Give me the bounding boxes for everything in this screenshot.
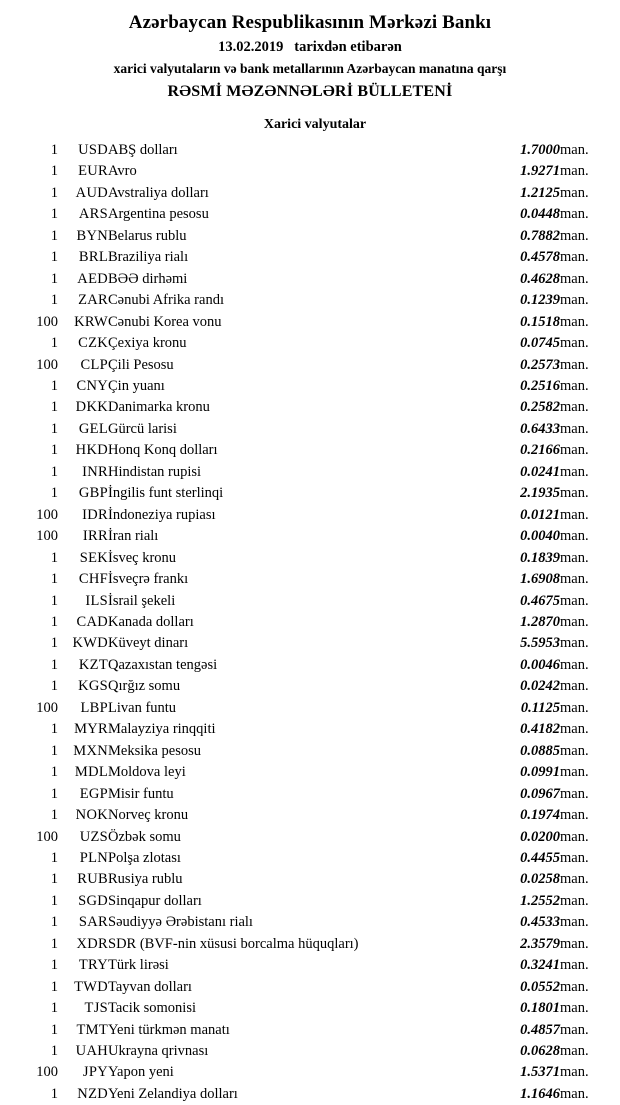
row-currency-name: Moldova leyi: [108, 764, 186, 781]
row-currency-code: AED: [77, 270, 108, 287]
table-row: [16, 934, 604, 955]
row-currency-code: HKD: [75, 442, 108, 459]
row-rate: 0.1839: [520, 549, 560, 566]
row-quantity: 1: [50, 742, 58, 759]
row-quantity: 1: [50, 1021, 58, 1038]
row-currency-code: TJS: [84, 1000, 108, 1017]
table-row: [16, 1062, 604, 1083]
row-currency-code: ILS: [85, 592, 108, 609]
table-row: [16, 741, 604, 762]
row-unit: man.: [560, 957, 589, 974]
row-unit: man.: [560, 1021, 589, 1038]
row-unit: man.: [560, 1064, 589, 1081]
row-unit: man.: [560, 592, 589, 609]
row-rate: 0.4675: [520, 592, 560, 609]
row-unit: man.: [560, 1000, 589, 1017]
table-row: [16, 505, 604, 526]
row-rate: 0.7882: [520, 227, 560, 244]
row-rate: 0.4182: [520, 721, 560, 738]
row-currency-name: Livan funtu: [108, 699, 177, 716]
row-unit: man.: [560, 678, 589, 695]
table-row: [16, 1084, 604, 1105]
row-currency-name: Hindistan rupisi: [108, 463, 202, 480]
row-quantity: 1: [50, 721, 58, 738]
effective-date: 13.02.2019: [218, 39, 284, 55]
row-currency-name: Türk lirəsi: [108, 957, 169, 974]
row-currency-name: Tayvan dolları: [108, 978, 192, 995]
row-quantity: 1: [50, 184, 58, 201]
row-quantity: 1: [50, 849, 58, 866]
row-currency-name: Özbək somu: [108, 828, 181, 845]
row-unit: man.: [560, 1043, 589, 1060]
row-currency-code: CZK: [78, 335, 108, 352]
row-currency-code: AUD: [75, 184, 108, 201]
row-currency-code: SEK: [79, 549, 108, 566]
row-quantity: 1: [50, 270, 58, 287]
row-rate: 0.0628: [520, 1043, 560, 1060]
row-currency-name: Çin yuanı: [108, 377, 165, 394]
row-unit: man.: [560, 1085, 589, 1102]
page-title: Azərbaycan Respublikasının Mərkəzi Bankı: [128, 12, 492, 33]
row-quantity: 1: [50, 442, 58, 459]
table-row: [16, 462, 604, 483]
row-rate: 1.2552: [520, 892, 560, 909]
row-unit: man.: [560, 785, 589, 802]
row-unit: man.: [560, 892, 589, 909]
table-row: [16, 612, 604, 633]
row-quantity: 100: [36, 506, 58, 523]
row-unit: man.: [560, 571, 589, 588]
row-currency-name: Çili Pesosu: [108, 356, 174, 373]
table-row: [16, 676, 604, 697]
row-quantity: 1: [50, 892, 58, 909]
table-row: [16, 827, 604, 848]
table-row: [16, 848, 604, 869]
row-currency-name: Küveyt dinarı: [108, 635, 189, 652]
row-quantity: 1: [50, 914, 58, 931]
row-currency-name: Meksika pesosu: [108, 742, 202, 759]
row-currency-name: BƏƏ dirhəmi: [108, 270, 188, 287]
row-currency-code: CAD: [76, 613, 108, 630]
row-currency-code: KGS: [78, 678, 108, 695]
row-currency-code: XDR: [76, 935, 108, 952]
row-rate: 0.2582: [520, 399, 560, 416]
table-row: [16, 269, 604, 290]
row-rate: 0.2573: [520, 356, 560, 373]
row-currency-code: TMT: [76, 1021, 108, 1038]
row-currency-name: Avstraliya dolları: [108, 184, 209, 201]
table-row: [16, 161, 604, 182]
row-quantity: 1: [50, 871, 58, 888]
table-row: [16, 784, 604, 805]
row-quantity: 100: [36, 828, 58, 845]
row-quantity: 1: [50, 485, 58, 502]
table-row: [16, 1020, 604, 1041]
row-quantity: 1: [50, 785, 58, 802]
row-quantity: 1: [50, 656, 58, 673]
row-currency-name: Polşa zlotası: [108, 849, 181, 866]
table-row: [16, 290, 604, 311]
section-title-foreign-currencies: Xarici valyutalar: [263, 117, 367, 132]
table-row: [16, 655, 604, 676]
row-rate: 0.1518: [520, 313, 560, 330]
row-rate: 0.1801: [520, 1000, 560, 1017]
table-row: [16, 591, 604, 612]
row-quantity: 1: [50, 292, 58, 309]
table-row: [16, 376, 604, 397]
effective-date-line: [16, 39, 604, 56]
row-unit: man.: [560, 206, 589, 223]
row-currency-code: RUB: [77, 871, 108, 888]
row-currency-name: Cənubi Afrika randı: [108, 292, 224, 309]
row-currency-code: INR: [82, 463, 108, 480]
row-currency-code: TWD: [74, 978, 108, 995]
table-row: [16, 333, 604, 354]
table-row: [16, 998, 604, 1019]
row-unit: man.: [560, 485, 589, 502]
row-unit: man.: [560, 699, 589, 716]
row-quantity: 100: [36, 1064, 58, 1081]
row-unit: man.: [560, 721, 589, 738]
row-currency-code: UAH: [75, 1043, 108, 1060]
row-unit: man.: [560, 635, 589, 652]
row-rate: 0.0242: [520, 678, 560, 695]
row-rate: 1.2870: [520, 613, 560, 630]
row-currency-code: ARS: [78, 206, 108, 223]
row-rate: 0.4857: [520, 1021, 560, 1038]
row-currency-code: TRY: [78, 957, 108, 974]
row-currency-name: Norveç kronu: [108, 807, 189, 824]
row-unit: man.: [560, 184, 589, 201]
row-currency-name: Danimarka kronu: [108, 399, 210, 416]
row-quantity: 1: [50, 678, 58, 695]
row-rate: 2.1935: [520, 485, 560, 502]
row-unit: man.: [560, 828, 589, 845]
row-currency-code: BRL: [78, 249, 108, 266]
row-unit: man.: [560, 227, 589, 244]
row-currency-name: İsveç kronu: [108, 549, 177, 566]
row-currency-name: İran rialı: [108, 528, 159, 545]
table-row: [16, 312, 604, 333]
row-quantity: 100: [36, 356, 58, 373]
row-currency-code: ZAR: [78, 292, 108, 309]
table-row: [16, 355, 604, 376]
row-currency-code: CNY: [76, 377, 108, 394]
row-currency-name: ABŞ dolları: [108, 142, 178, 158]
row-currency-name: İndoneziya rupiası: [108, 506, 216, 523]
row-currency-code: SGD: [78, 892, 108, 909]
row-rate: 0.0046: [520, 656, 560, 673]
table-row: [16, 247, 604, 268]
row-quantity: 1: [50, 807, 58, 824]
exchange-rates-table: [16, 140, 604, 1105]
row-rate: 0.0200: [520, 828, 560, 845]
table-row: [16, 183, 604, 204]
row-quantity: 1: [50, 335, 58, 352]
row-quantity: 1: [50, 1085, 58, 1102]
effective-date-suffix: tarixdən etibarən: [294, 39, 402, 55]
row-unit: man.: [560, 506, 589, 523]
table-row: [16, 891, 604, 912]
row-currency-code: UZS: [79, 828, 108, 845]
row-rate: 0.0885: [520, 742, 560, 759]
row-quantity: 1: [50, 163, 58, 180]
row-currency-name: Yeni türkmən manatı: [108, 1021, 230, 1038]
table-row: [16, 698, 604, 719]
row-currency-code: MYR: [74, 721, 108, 738]
row-rate: 0.1974: [520, 807, 560, 824]
row-rate: 0.0241: [520, 463, 560, 480]
row-currency-name: İngilis funt sterlinqi: [108, 485, 224, 502]
row-currency-code: DKK: [75, 399, 108, 416]
row-rate: 0.0967: [520, 785, 560, 802]
row-currency-code: MDL: [74, 764, 108, 781]
row-currency-code: IRR: [82, 528, 108, 545]
row-unit: man.: [560, 270, 589, 287]
row-unit: man.: [560, 978, 589, 995]
row-currency-name: Tacik somonisi: [108, 1000, 196, 1017]
table-row: [16, 569, 604, 590]
row-quantity: 1: [50, 249, 58, 266]
row-quantity: 1: [50, 142, 58, 158]
row-rate: 0.0991: [520, 764, 560, 781]
row-rate: 1.5371: [520, 1064, 560, 1081]
row-currency-code: SAR: [78, 914, 108, 931]
row-rate: 0.2166: [520, 442, 560, 459]
row-currency-code: NZD: [77, 1085, 108, 1102]
row-unit: man.: [560, 163, 589, 180]
table-row: [16, 140, 604, 161]
row-currency-code: JPY: [82, 1064, 108, 1081]
row-unit: man.: [560, 764, 589, 781]
row-rate: 0.4533: [520, 914, 560, 931]
document-subtitle: xarici valyutaların və bank metallarının Azərbaycan manatına qarşı: [113, 61, 507, 76]
row-currency-name: SDR (BVF-nin xüsusi borcalma hüquqları): [108, 935, 359, 952]
table-row: [16, 226, 604, 247]
table-row: [16, 440, 604, 461]
document-header: [16, 12, 604, 101]
row-unit: man.: [560, 549, 589, 566]
row-unit: man.: [560, 399, 589, 416]
row-currency-name: Kanada dolları: [108, 613, 194, 630]
row-quantity: 1: [50, 571, 58, 588]
row-currency-name: Yapon yeni: [108, 1064, 174, 1081]
row-unit: man.: [560, 142, 589, 158]
row-quantity: 1: [50, 420, 58, 437]
row-currency-code: KRW: [74, 313, 108, 330]
table-row: [16, 204, 604, 225]
row-unit: man.: [560, 656, 589, 673]
row-currency-name: Səudiyyə Ərəbistanı rialı: [108, 914, 253, 931]
row-rate: 1.2125: [520, 184, 560, 201]
row-quantity: 1: [50, 764, 58, 781]
row-rate: 5.5953: [520, 635, 560, 652]
row-unit: man.: [560, 249, 589, 266]
row-quantity: 1: [50, 377, 58, 394]
row-currency-code: KWD: [72, 635, 108, 652]
row-rate: 0.4628: [520, 270, 560, 287]
table-row: [16, 977, 604, 998]
row-rate: 0.6433: [520, 420, 560, 437]
row-quantity: 1: [50, 399, 58, 416]
row-rate: 1.9271: [520, 163, 560, 180]
row-currency-name: Argentina pesosu: [108, 206, 209, 223]
exchange-rates-body: [16, 140, 604, 1105]
row-rate: 0.0040: [520, 528, 560, 545]
row-currency-name: Qırğız somu: [108, 678, 181, 695]
row-currency-name: Misir funtu: [108, 785, 174, 802]
row-quantity: 1: [50, 957, 58, 974]
row-quantity: 100: [36, 313, 58, 330]
row-rate: 1.7000: [520, 142, 560, 158]
table-row: [16, 955, 604, 976]
row-currency-name: Belarus rublu: [108, 227, 187, 244]
row-currency-code: KZT: [78, 656, 108, 673]
row-rate: 0.4455: [520, 849, 560, 866]
document-bulletin-title: RƏSMİ MƏZƏNNƏLƏRİ BÜLLETENİ: [167, 83, 453, 100]
row-currency-name: Avro: [108, 163, 137, 180]
row-unit: man.: [560, 420, 589, 437]
row-currency-code: EGP: [79, 785, 108, 802]
row-currency-code: GBP: [78, 485, 108, 502]
row-quantity: 1: [50, 935, 58, 952]
row-unit: man.: [560, 442, 589, 459]
row-quantity: 1: [50, 463, 58, 480]
row-rate: 0.2516: [520, 377, 560, 394]
row-quantity: 1: [50, 1000, 58, 1017]
row-currency-code: MXN: [73, 742, 108, 759]
table-row: [16, 719, 604, 740]
row-quantity: 1: [50, 592, 58, 609]
table-row: [16, 805, 604, 826]
row-currency-code: PLN: [79, 849, 108, 866]
table-row: [16, 397, 604, 418]
row-rate: 1.6908: [520, 571, 560, 588]
row-currency-code: USD: [78, 142, 108, 158]
row-unit: man.: [560, 849, 589, 866]
table-row: [16, 419, 604, 440]
row-unit: man.: [560, 807, 589, 824]
table-row: [16, 526, 604, 547]
row-quantity: 1: [50, 978, 58, 995]
table-row: [16, 1041, 604, 1062]
row-currency-name: Qazaxıstan tengəsi: [108, 656, 218, 673]
row-currency-code: CHF: [78, 571, 108, 588]
row-currency-code: LBP: [80, 699, 108, 716]
row-currency-name: Çexiya kronu: [108, 335, 187, 352]
row-currency-code: CLP: [80, 356, 108, 373]
row-quantity: 1: [50, 635, 58, 652]
row-rate: 1.1646: [520, 1085, 560, 1102]
row-unit: man.: [560, 742, 589, 759]
row-currency-name: Rusiya rublu: [108, 871, 183, 888]
row-rate: 0.0121: [520, 506, 560, 523]
table-row: [16, 762, 604, 783]
row-rate: 0.4578: [520, 249, 560, 266]
row-rate: 0.0448: [520, 206, 560, 223]
table-row: [16, 483, 604, 504]
row-currency-name: Braziliya rialı: [108, 249, 189, 266]
row-currency-code: EUR: [78, 163, 108, 180]
row-unit: man.: [560, 528, 589, 545]
row-quantity: 1: [50, 206, 58, 223]
row-currency-name: Sinqapur dolları: [108, 892, 202, 909]
row-unit: man.: [560, 292, 589, 309]
table-row: [16, 548, 604, 569]
row-currency-name: Honq Konq dolları: [108, 442, 218, 459]
row-unit: man.: [560, 377, 589, 394]
row-rate: 0.1239: [520, 292, 560, 309]
row-rate: 0.1125: [520, 699, 560, 716]
row-unit: man.: [560, 313, 589, 330]
row-unit: man.: [560, 356, 589, 373]
row-unit: man.: [560, 463, 589, 480]
row-quantity: 1: [50, 1043, 58, 1060]
row-quantity: 1: [50, 227, 58, 244]
row-currency-name: Ukrayna qrivnası: [108, 1043, 209, 1060]
row-rate: 0.0258: [520, 871, 560, 888]
table-row: [16, 912, 604, 933]
row-currency-name: İsveçrə frankı: [108, 571, 189, 588]
table-row: [16, 633, 604, 654]
row-rate: 0.3241: [520, 957, 560, 974]
row-rate: 0.0552: [520, 978, 560, 995]
row-currency-name: Malayziya rinqqiti: [108, 721, 216, 738]
row-quantity: 100: [36, 528, 58, 545]
row-currency-name: Yeni Zelandiya dolları: [108, 1085, 238, 1102]
row-currency-code: NOK: [75, 807, 108, 824]
row-rate: 0.0745: [520, 335, 560, 352]
row-rate: 2.3579: [520, 935, 560, 952]
row-currency-name: Gürcü larisi: [108, 420, 177, 437]
row-unit: man.: [560, 613, 589, 630]
row-unit: man.: [560, 871, 589, 888]
row-currency-code: GEL: [78, 420, 108, 437]
row-currency-name: Cənubi Korea vonu: [108, 313, 222, 330]
row-currency-name: İsrail şekeli: [108, 592, 176, 609]
row-quantity: 1: [50, 549, 58, 566]
row-quantity: 100: [36, 699, 58, 716]
row-quantity: 1: [50, 613, 58, 630]
row-currency-code: IDR: [82, 506, 108, 523]
row-currency-code: BYN: [76, 227, 108, 244]
row-unit: man.: [560, 914, 589, 931]
row-unit: man.: [560, 335, 589, 352]
row-unit: man.: [560, 935, 589, 952]
table-row: [16, 869, 604, 890]
